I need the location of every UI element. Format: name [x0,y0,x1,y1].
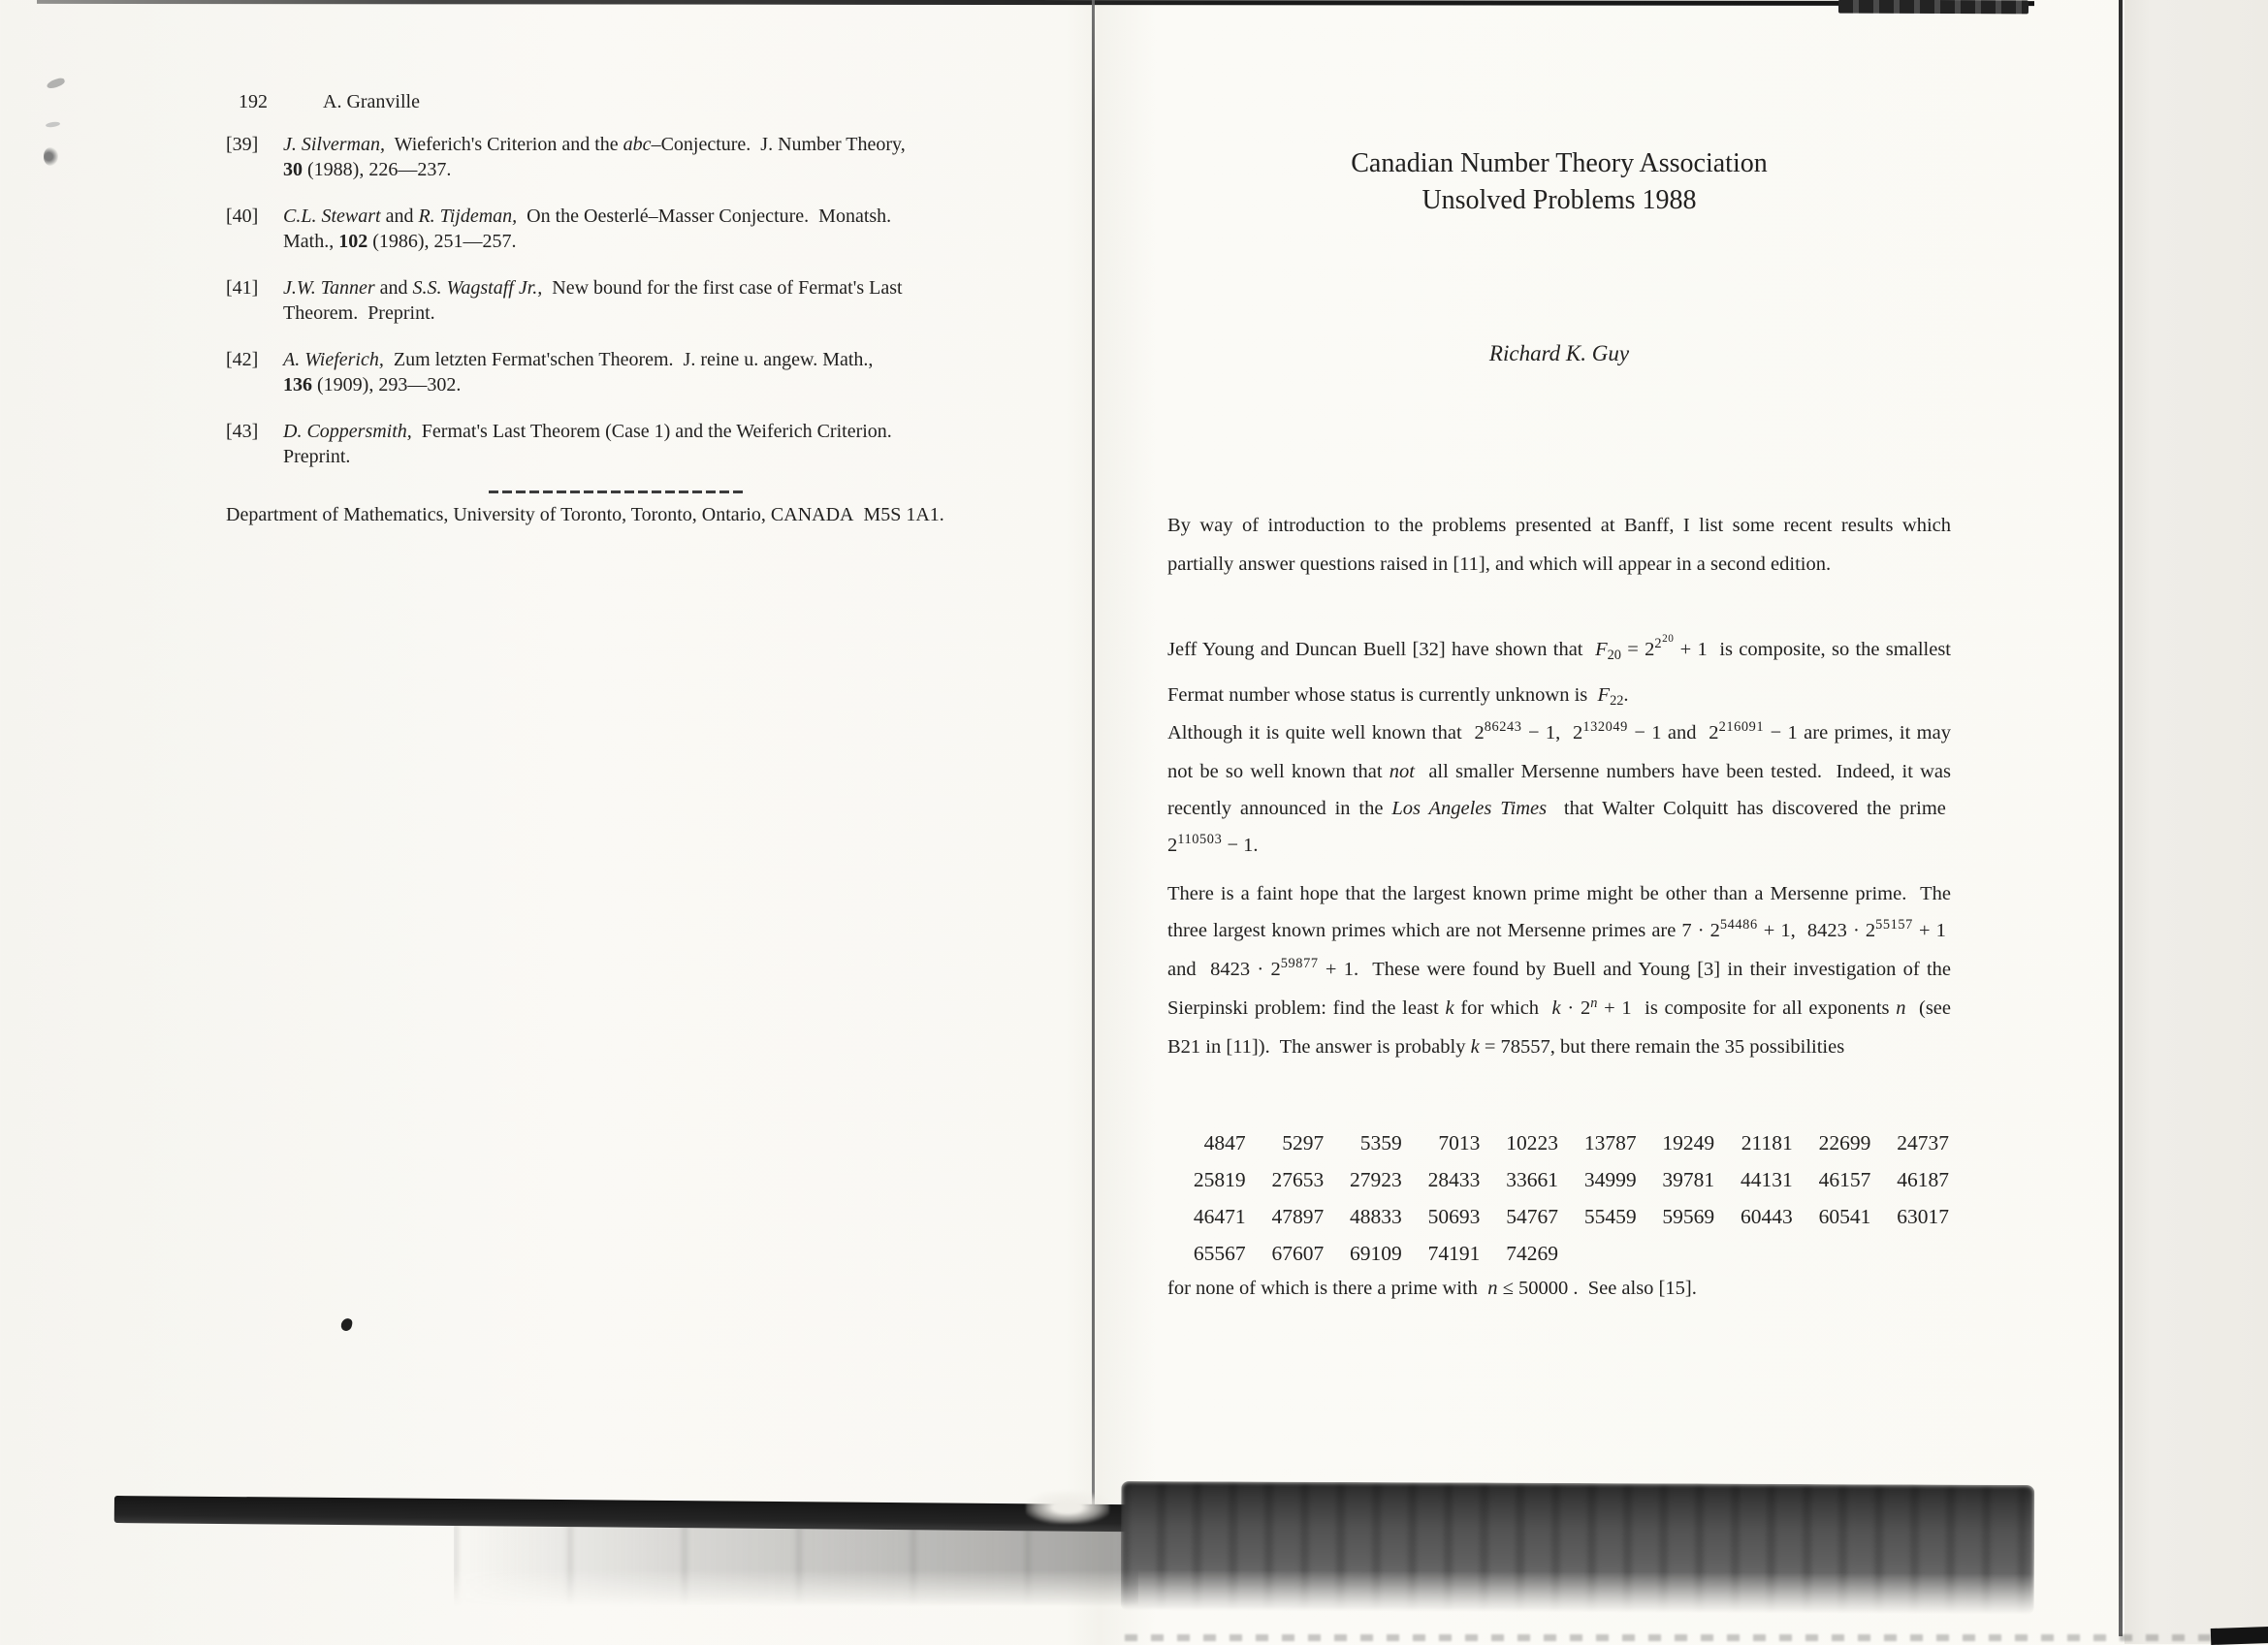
table-cell: 10223 [1506,1131,1558,1155]
page-number: 192 [239,91,268,112]
reference-list [226,132,1026,490]
table-cell: 39781 [1662,1168,1715,1191]
table-cell: 19249 [1662,1131,1715,1155]
left-page [0,0,1092,1493]
scan-bottom-smudge [454,1524,1138,1607]
running-head-author: A. Granville [323,91,420,112]
table-cell: 24737 [1897,1131,1949,1155]
reference-item [226,275,1026,326]
table-cell: 54767 [1506,1205,1558,1228]
table-cell: 60541 [1818,1205,1871,1228]
table-cell: 44131 [1741,1168,1793,1191]
reference-text: C.L. Stewart and R. Tijdeman, On the Oesterlé–Masser Conjecture. Monatsh. Math., 102 (1986), 251—257. [283,206,892,252]
scan-corner-mark [2211,1627,2268,1645]
right-page [1097,0,2124,1493]
article-title-line2: Unsolved Problems 1988 [1421,185,1697,215]
table-cell: 13787 [1583,1131,1637,1155]
reference-text: D. Coppersmith, Fermat's Last Theorem (Case 1) and the Weiferich Criterion. Preprint. [283,421,892,467]
scan-bottom-noise-row [1125,1634,2211,1641]
table-cell: 21181 [1741,1131,1793,1155]
reference-text: J.W. Tanner and S.S. Wagstaff Jr., New bound for the first case of Fermat's Last Theorem. Preprint. [283,277,903,324]
table-cell: 27923 [1350,1168,1402,1191]
reference-text: A. Wieferich, Zum letzten Fermat'schen Theorem. J. reine u. angew. Math., 136 (1909), 293—302. [283,349,874,395]
reference-label: [42] [226,349,259,370]
table-cell: 74269 [1506,1242,1558,1265]
table-cell: 33661 [1506,1168,1558,1191]
reference-item [226,132,1026,182]
table-cell: 50693 [1427,1205,1481,1228]
table-cell: 46157 [1818,1168,1871,1191]
table-cell: 7013 [1438,1131,1481,1155]
table-cell: 67607 [1271,1242,1325,1265]
closing-line: for none of which is there a prime with n ≤ 50000 . See also [15]. [1167,1278,1697,1299]
table-cell: 55459 [1583,1205,1637,1228]
separator-dashes [489,490,743,493]
article-title-line1: Canadian Number Theory Association [1351,148,1768,178]
table-cell: 25819 [1193,1168,1246,1191]
sierpinski-candidates-table [1167,1124,1949,1272]
author-name: Richard K. Guy [1488,341,1630,365]
table-cell: 46471 [1193,1205,1246,1228]
table-cell: 48833 [1350,1205,1402,1228]
reference-label: [41] [226,277,259,299]
table-cell: 74191 [1427,1242,1481,1265]
article-title [1167,145,1951,219]
scan-bottom-bar [114,1496,1144,1532]
reference-text: J. Silverman, Wieferich's Criterion and the abc–Conjecture. J. Number Theory, 30 (1988), 226—237. [283,134,906,180]
sierpinski-paragraph: There is a faint hope that the largest known prime might be other than a Mersenne prime. The three largest known primes which are not Mersenne primes are $7 \cdot 2^{54486} + 1$, $8423 \cdot 2^{55157} + 1$ and $8423 \cdot 2^{59877} + 1$. These were found by Buell and Young [3] in their investigation of the Sierpinski problem: find the least k for which $k \cdot 2^n + 1$ is composite for all exponents n (see B21 in [11]). The answer is probably k = 78557, but there remain the 35 possibilities [1167,883,1952,1058]
scan-bottom-highlight-blob [1026,1491,1109,1524]
table-cell: 60443 [1741,1205,1793,1228]
book-spine-line [1092,0,1095,1508]
table-cell: 5359 [1359,1131,1402,1155]
reference-label: [40] [226,206,259,227]
table-cell: 65567 [1193,1242,1246,1265]
table-cell: 28433 [1427,1168,1481,1191]
fermat-paragraph: Jeff Young and Duncan Buell [32] have shown that $F_{20} = 2^{220} + 1$ is composite, so the smallest Fermat number whose status is currently unknown is $F_{22}$. [1167,632,1951,710]
page-edge-margin [2124,0,2268,1644]
scan-bottom-band [1121,1481,2035,1615]
reference-item [226,347,1026,397]
reference-label: [43] [226,421,259,442]
table-cell: 27653 [1271,1168,1325,1191]
table-cell: 5297 [1282,1131,1325,1155]
mersenne-paragraph: Although it is quite well known that $2^{86243} - 1$, $2^{132049} - 1$ and $2^{216091} - 1$ are primes, it may not be so well known that not all smaller Mersenne numbers have been tested. Indeed, it was recently announced in the Los Angeles Times that Walter Colquitt has discovered the prime $2^{110503} - 1$. [1167,719,1952,856]
table-cell: 22699 [1818,1131,1871,1155]
affiliation-line: Department of Mathematics, University of Toronto, Toronto, Ontario, CANADA M5S 1A1. [226,504,944,525]
table-cell: 63017 [1897,1205,1949,1228]
reference-item [226,419,1026,469]
running-header [239,91,420,113]
table-cell: 69109 [1350,1242,1402,1265]
intro-paragraph: By way of introduction to the problems presented at Banff, I list some recent results which partially answer questions raised in [11], and which will appear in a second edition. [1167,515,1951,575]
reference-item [226,204,1026,254]
table-cell: 47897 [1271,1205,1325,1228]
table-cell: 4847 [1203,1131,1246,1155]
table-cell: 59569 [1662,1205,1715,1228]
reference-label: [39] [226,134,259,155]
table-cell: 46187 [1897,1168,1949,1191]
table-cell: 34999 [1583,1168,1637,1191]
